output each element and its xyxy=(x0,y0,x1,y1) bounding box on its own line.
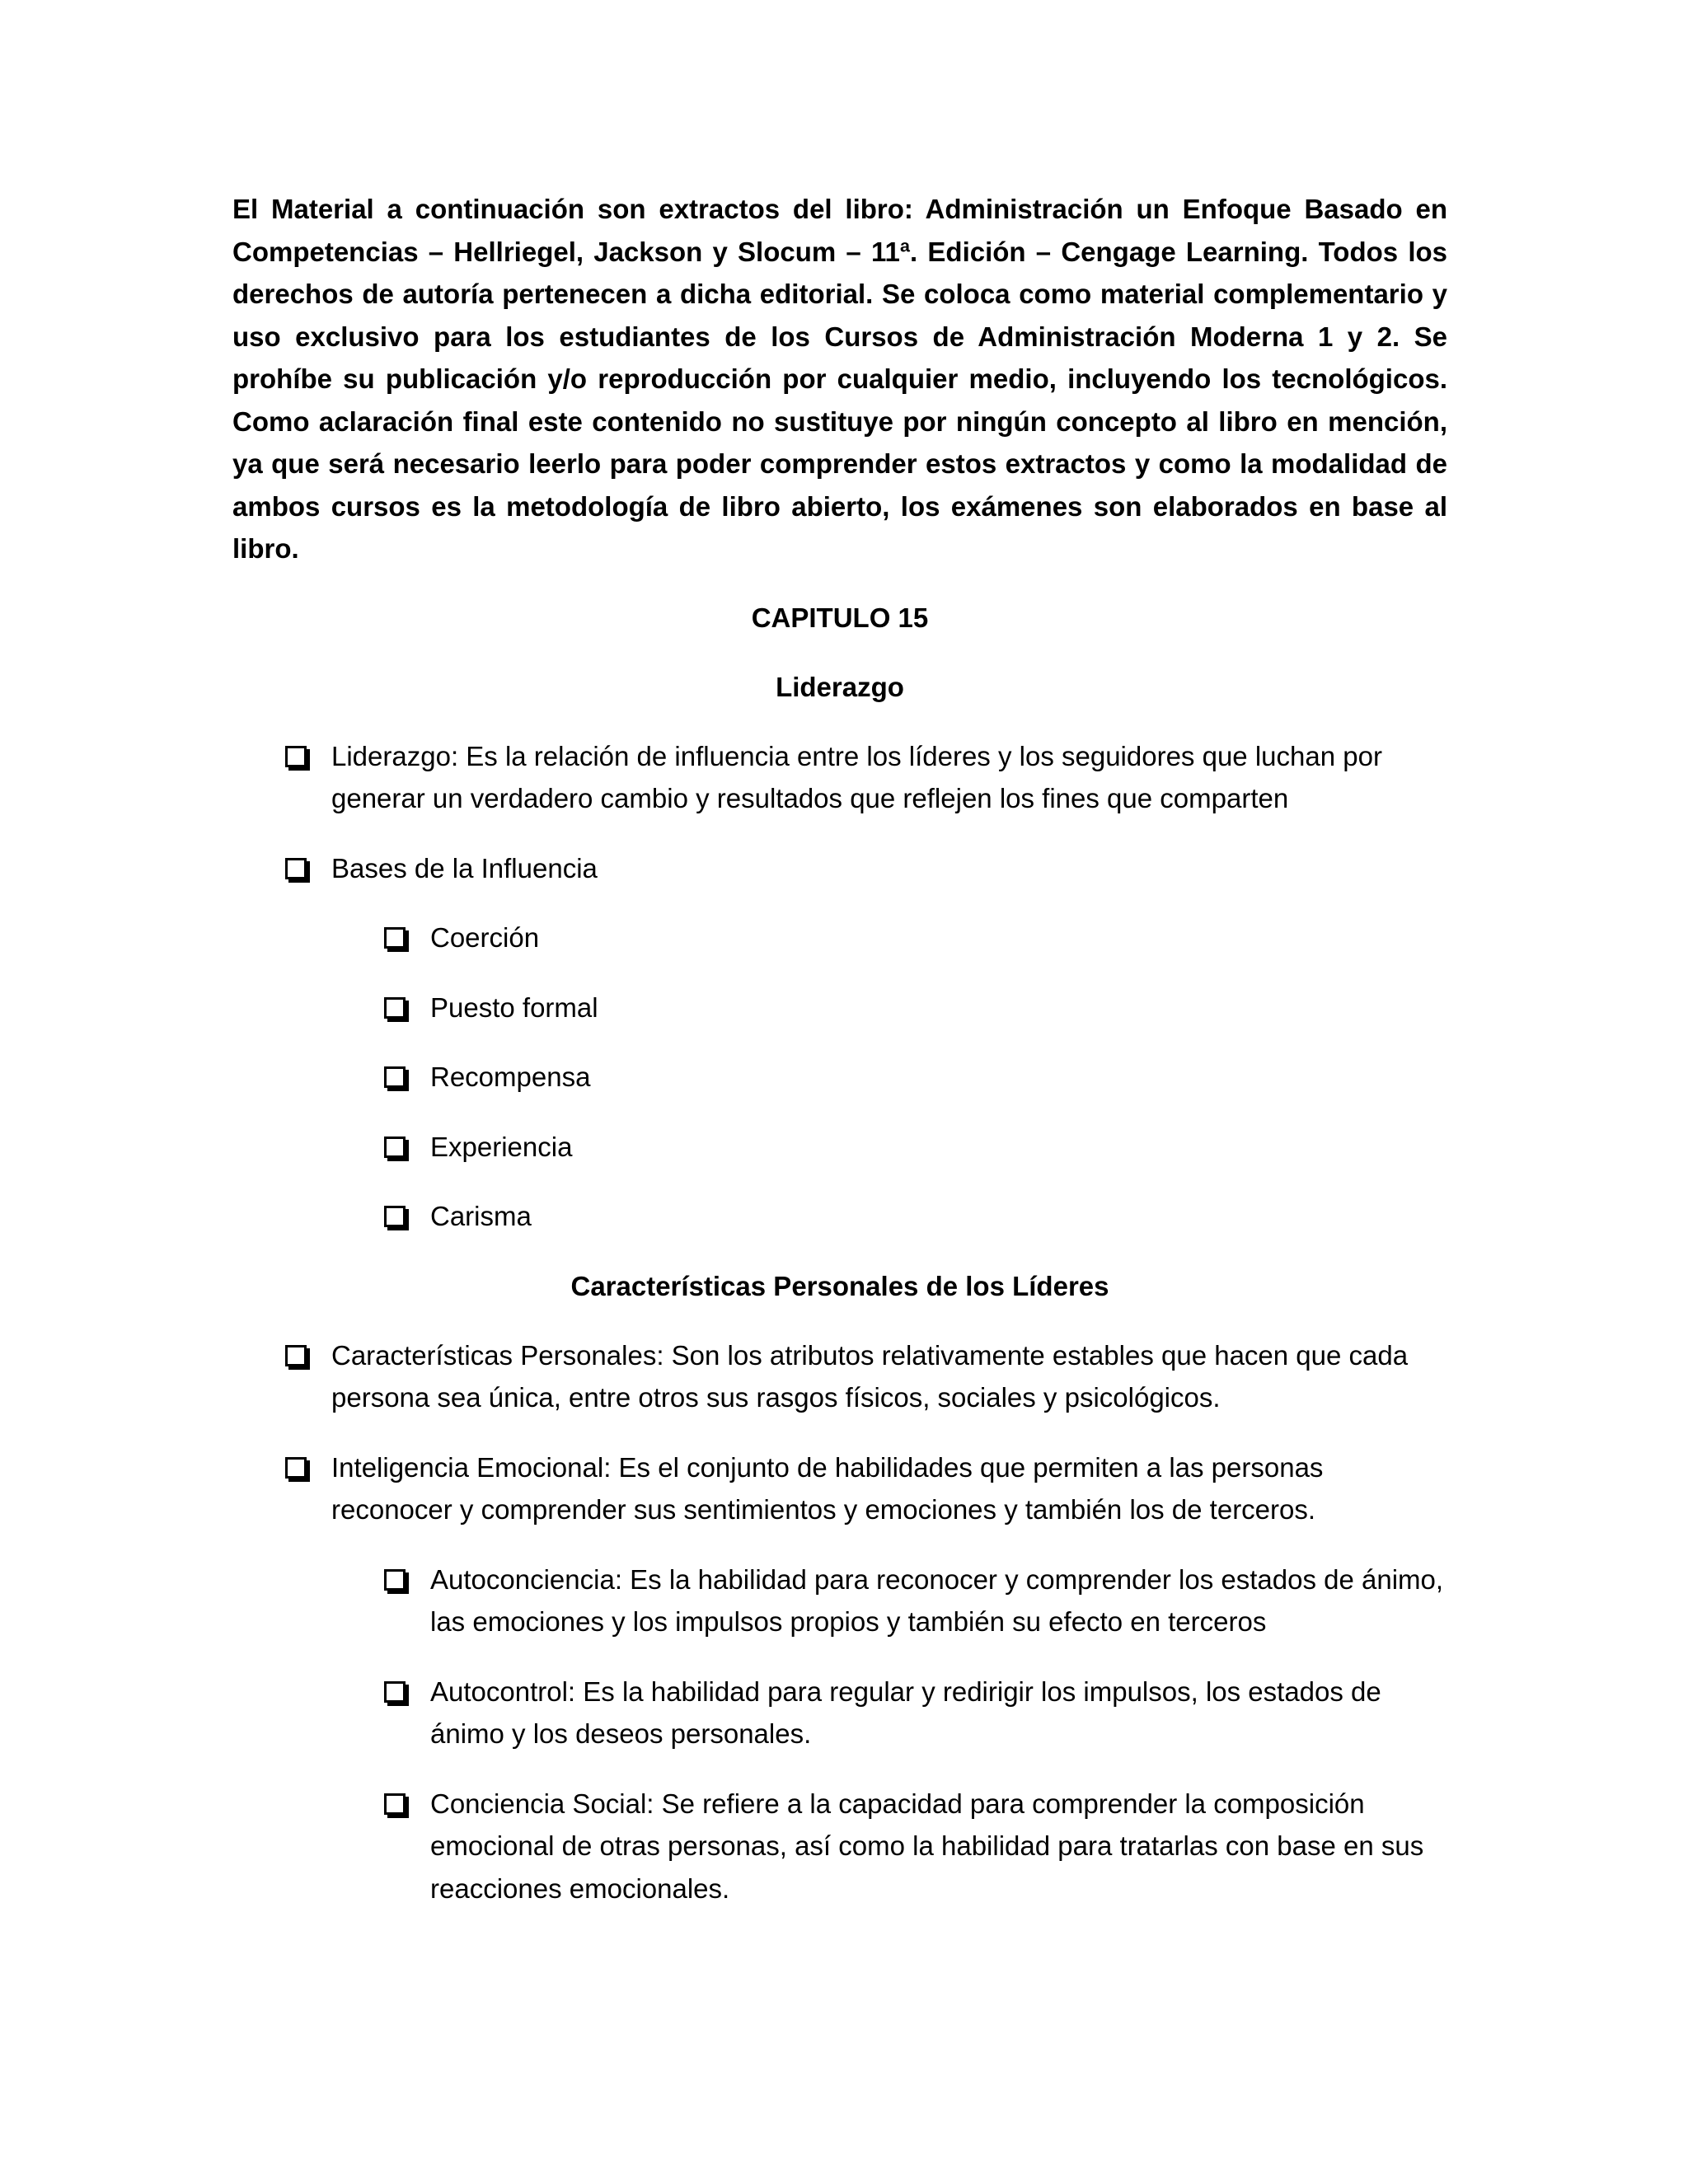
section-heading: Características Personales de los Líderes xyxy=(570,1270,1109,1301)
checkbox-bullet-icon xyxy=(384,1681,406,1703)
list-item-text: Autoconciencia: Es la habilidad para reconocer y comprender los estados de ánimo, las emociones y los impulsos propios y también su efecto en terceros xyxy=(430,1563,1444,1637)
list-item-text: Experiencia xyxy=(430,1131,573,1162)
sublist-item-coercion xyxy=(430,916,1447,959)
sublist-item-puesto-formal xyxy=(430,987,1447,1029)
list-item-inteligencia-emocional xyxy=(331,1446,1447,1531)
checkbox-bullet-icon xyxy=(285,1457,307,1479)
list-item-text: Características Personales: Son los atributos relativamente estables que hacen que cada persona sea única, entre otros sus rasgos físicos, sociales y psicológicos. xyxy=(331,1339,1409,1413)
list-item-text: Conciencia Social: Se refiere a la capacidad para comprender la composición emocional de otras personas, así como la habilidad para tratarlas con base en sus reacciones emocionales. xyxy=(430,1788,1424,1904)
list-item-text: Recompensa xyxy=(430,1062,591,1092)
list-item-bases-influencia xyxy=(331,847,1447,890)
list-item-text: Bases de la Influencia xyxy=(331,852,598,883)
sublist-item-carisma xyxy=(430,1195,1447,1238)
sublist-item-autocontrol xyxy=(430,1671,1447,1755)
list-item-text: Inteligencia Emocional: Es el conjunto de habilidades que permiten a las personas reconocer y comprender sus sentimientos y emociones y también los de terceros. xyxy=(331,1451,1324,1525)
list-item-text: Carisma xyxy=(430,1201,532,1231)
list-item-caracteristicas-personales xyxy=(331,1334,1447,1419)
checkbox-bullet-icon xyxy=(285,1345,307,1366)
checkbox-bullet-icon xyxy=(285,858,307,879)
checkbox-bullet-icon xyxy=(384,1569,406,1591)
sublist-item-autoconciencia xyxy=(430,1558,1447,1643)
sublist-item-conciencia-social xyxy=(430,1783,1447,1910)
sublist-item-recompensa xyxy=(430,1056,1447,1099)
checkbox-bullet-icon xyxy=(384,1137,406,1158)
checkbox-bullet-icon xyxy=(384,997,406,1019)
checkbox-bullet-icon xyxy=(285,746,307,767)
checkbox-bullet-icon xyxy=(384,1206,406,1227)
checkbox-bullet-icon xyxy=(384,1066,406,1088)
list-item-text: Coerción xyxy=(430,922,540,953)
checkbox-bullet-icon xyxy=(384,927,406,949)
chapter-title: Liderazgo xyxy=(776,671,904,702)
list-item-text: Puesto formal xyxy=(430,991,598,1023)
chapter-heading: CAPITULO 15 xyxy=(751,602,929,633)
checkbox-bullet-icon xyxy=(384,1793,406,1815)
list-item-text: Autocontrol: Es la habilidad para regular y redirigir los impulsos, los estados de ánimo y los deseos personales. xyxy=(430,1675,1381,1749)
list-item-liderazgo xyxy=(331,735,1447,820)
intro-paragraph: El Material a continuación son extractos del libro: Administración un Enfoque Basado en Competencias – Hellriegel, Jackson y Slocum – 11ª. Edición – Cengage Learning. Todos los derechos de autoría pertenecen a dicha editorial. Se coloca como material complementario y uso exclusivo para los estudiantes de los Cursos de Administración Moderna 1 y 2. Se prohíbe su publicación y/o reproducción por cualquier medio, incluyendo los tecnológicos. Como aclaración final este contenido no sustituye por ningún concepto al libro en mención, ya que será necesario leerlo para poder comprender estos extractos y como la modalidad de ambos cursos es la metodología de libro abierto, los exámenes son elaborados en base al libro. xyxy=(232,194,1447,564)
document-page xyxy=(232,188,1447,1910)
list-item-text: Liderazgo: Es la relación de influencia entre los líderes y los seguidores que luchan por generar un verdadero cambio y resultados que reflejen los fines que comparten xyxy=(331,740,1382,813)
sublist-item-experiencia xyxy=(430,1126,1447,1169)
